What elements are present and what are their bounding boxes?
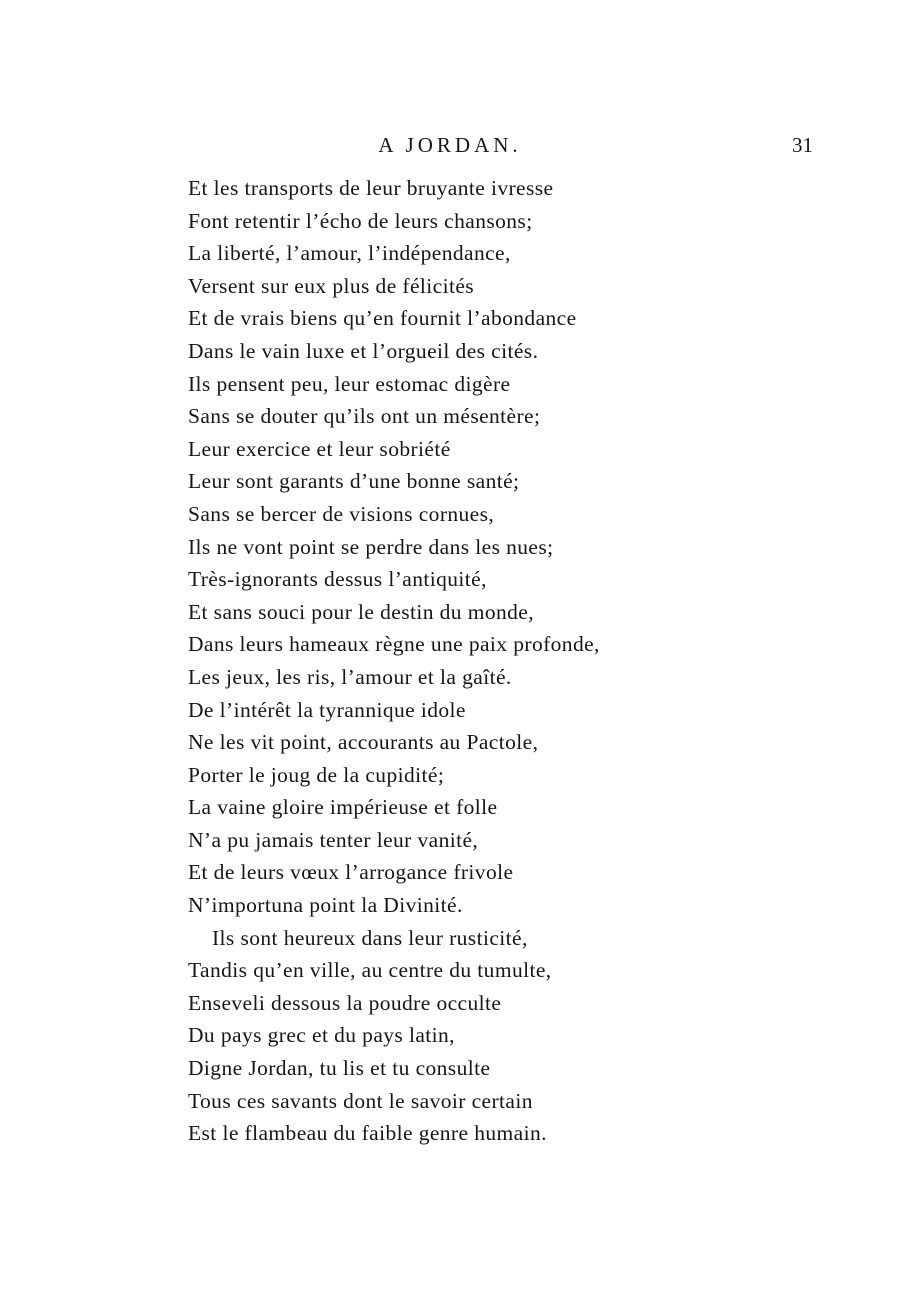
verse-line: N’importuna point la Divinité. <box>188 893 463 918</box>
page-number: 31 <box>792 133 813 157</box>
verse-line: Porter le joug de la cupidité; <box>188 762 445 787</box>
verse-line: Et de leurs vœux l’arrogance frivole <box>188 860 514 885</box>
verse-line: La vaine gloire impérieuse et folle <box>188 795 498 820</box>
verse-line: La liberté, l’amour, l’indépendance, <box>188 241 511 266</box>
verse-line: Sans se bercer de visions cornues, <box>188 501 495 526</box>
verse-line: Font retentir l’écho de leurs chansons; <box>188 208 533 233</box>
verse-line: Du pays grec et du pays latin, <box>188 1023 455 1048</box>
verse-line: Est le flambeau du faible genre humain. <box>188 1121 547 1146</box>
verse-line: Leur exercice et leur sobriété <box>188 436 451 461</box>
verse-line: Ils ne vont point se perdre dans les nues; <box>188 534 554 559</box>
verse-line: Enseveli dessous la poudre occulte <box>188 990 502 1015</box>
verse-line: De l’intérêt la tyrannique idole <box>188 697 466 722</box>
verse-line: Dans leurs hameaux règne une paix profonde, <box>188 632 600 657</box>
verse-line: Dans le vain luxe et l’orgueil des cités. <box>188 338 539 363</box>
verse-line: Ne les vit point, accourants au Pactole, <box>188 730 539 755</box>
verse-line: Versent sur eux plus de félicités <box>188 273 475 298</box>
running-head <box>0 130 900 160</box>
verse-line: Sans se douter qu’ils ont un mésentère; <box>188 404 541 429</box>
verse-line: Tous ces savants dont le savoir certain <box>188 1088 533 1113</box>
verse-line: Ils pensent peu, leur estomac digère <box>188 371 511 396</box>
verse-line: Leur sont garants d’une bonne santé; <box>188 469 520 494</box>
verse-line: Et les transports de leur bruyante ivresse <box>188 176 554 200</box>
verse-line: N’a pu jamais tenter leur vanité, <box>188 827 479 852</box>
verse-line: Et sans souci pour le destin du monde, <box>188 599 535 624</box>
running-title: A JORDAN. <box>378 133 522 157</box>
verse-line: Tandis qu’en ville, au centre du tumulte, <box>188 958 552 983</box>
verse-line-indented: Ils sont heureux dans leur rusticité, <box>212 925 528 950</box>
poem-text <box>188 172 828 1150</box>
verse-line: Et de vrais biens qu’en fournit l’abondance <box>188 306 577 331</box>
verse-line: Très-ignorants dessus l’antiquité, <box>188 567 487 592</box>
verse-line: Les jeux, les ris, l’amour et la gaîté. <box>188 664 512 689</box>
verse-line: Digne Jordan, tu lis et tu consulte <box>188 1056 491 1081</box>
